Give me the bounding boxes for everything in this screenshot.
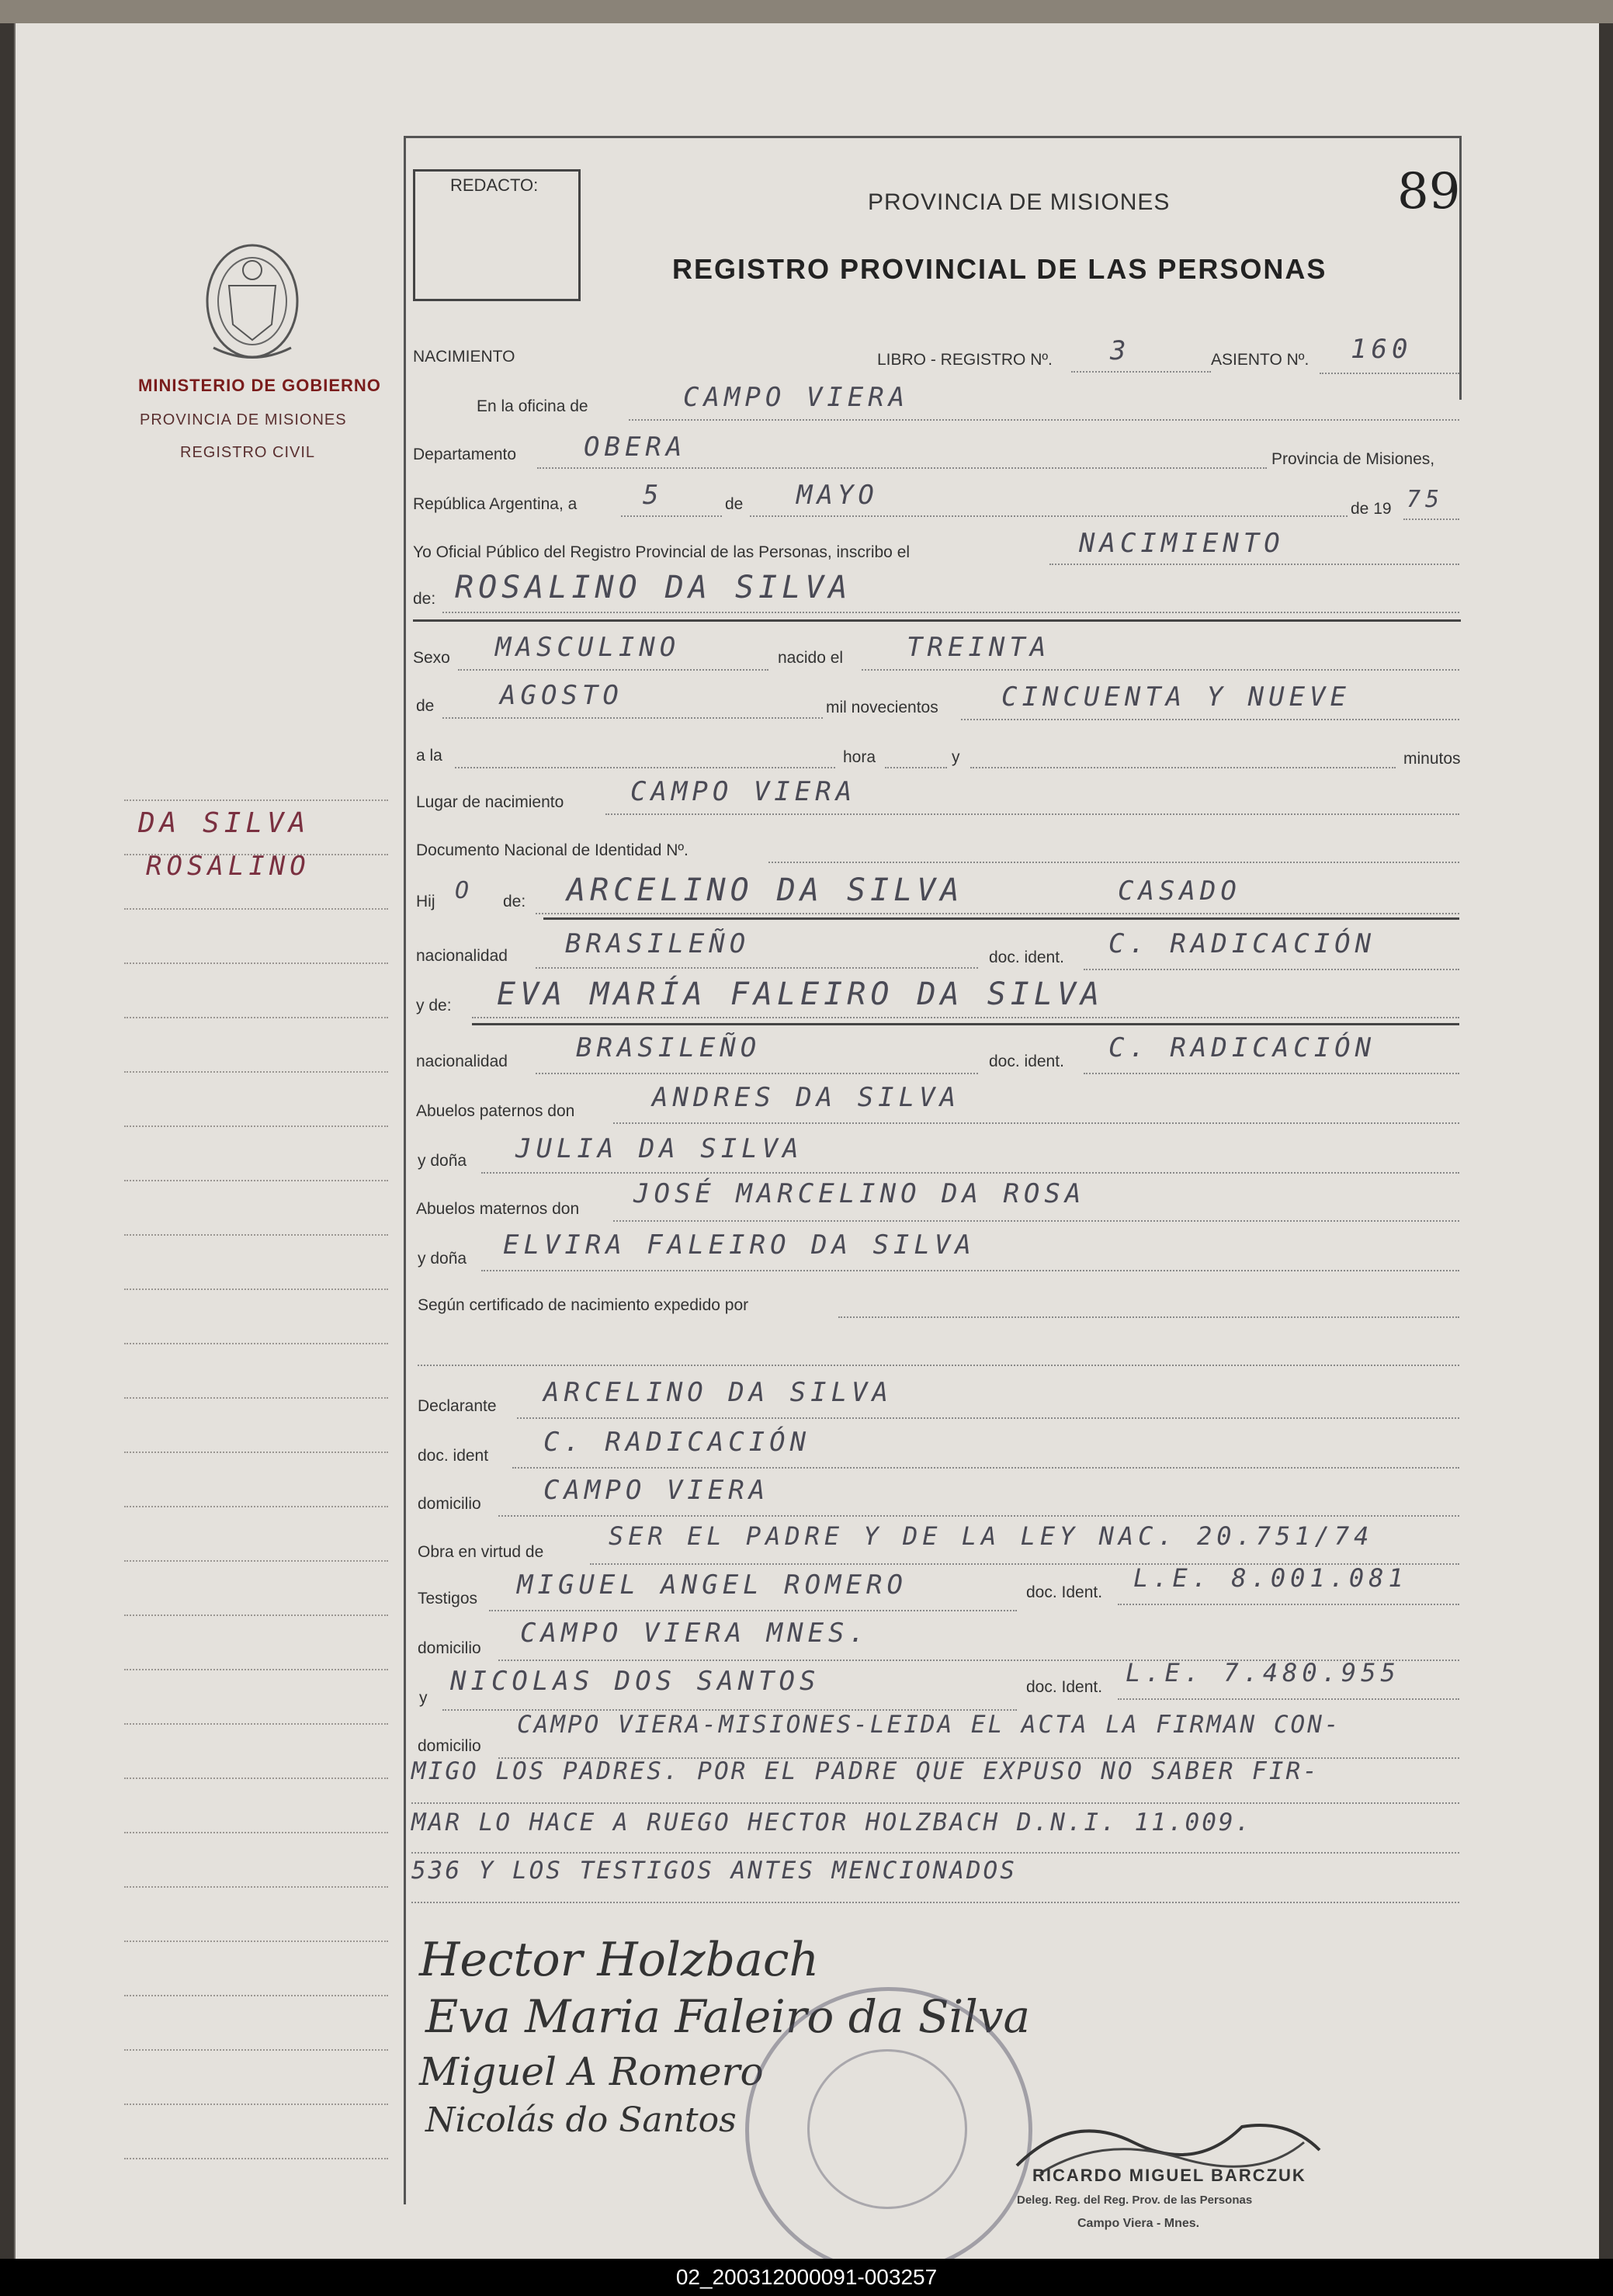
official-line3: Campo Viera - Mnes. xyxy=(1077,2217,1200,2230)
registro-title: REGISTRO PROVINCIAL DE LAS PERSONAS xyxy=(672,253,1327,285)
testigo1-doc-value: L.E. 8.001.081 xyxy=(1133,1563,1408,1593)
nacido-label: nacido el xyxy=(778,649,844,667)
republica-label: República Argentina, a xyxy=(413,495,578,513)
abuelo-mat-value: JOSÉ MARCELINO DA ROSA xyxy=(633,1178,1086,1209)
form-frame-left xyxy=(404,136,406,2204)
signature-romero: Miguel A Romero xyxy=(419,2049,764,2094)
dia-nac-value: TREINTA xyxy=(907,632,1051,663)
nacimiento-label: NACIMIENTO xyxy=(413,348,515,366)
testigos-label: Testigos xyxy=(418,1590,478,1608)
nota-line2: MIGO LOS PADRES. POR EL PADRE QUE EXPUSO NO SABER FIR- xyxy=(411,1757,1320,1785)
nacionalidad-madre-label: nacionalidad xyxy=(416,1053,508,1070)
decl-doc-value: C. RADICACIÓN xyxy=(543,1427,811,1458)
anio-value: 75 xyxy=(1407,486,1445,513)
abuela-pat-value: JULIA DA SILVA xyxy=(515,1133,803,1164)
oficina-value: CAMPO VIERA xyxy=(683,382,910,413)
de-nombre-label: de: xyxy=(413,590,436,608)
official-line2: Deleg. Reg. del Reg. Prov. de las Personas xyxy=(1017,2194,1253,2207)
libro-label: LIBRO - REGISTRO Nº. xyxy=(877,351,1053,369)
doc-padre-value: C. RADICACIÓN xyxy=(1108,928,1376,959)
decl-dom-label: domicilio xyxy=(418,1495,481,1513)
testigo2-dom-value: CAMPO VIERA-MISIONES-LEIDA EL ACTA LA FIRMAN CON- xyxy=(517,1711,1341,1739)
sexo-value: MASCULINO xyxy=(495,632,681,663)
abuelos-pat-label: Abuelos paternos don xyxy=(416,1102,575,1120)
de2-label: de xyxy=(416,697,435,715)
signature-madre: Eva Maria Faleiro da Silva xyxy=(425,1990,1031,2043)
ydona-pat-label: y doña xyxy=(418,1152,467,1170)
abuelos-mat-label: Abuelos maternos don xyxy=(416,1200,580,1218)
hijo-label: Hij xyxy=(416,893,435,910)
docident-padre-label: doc. ident. xyxy=(989,949,1064,966)
obra-label: Obra en virtud de xyxy=(418,1543,544,1561)
decl-doc-label: doc. ident xyxy=(418,1447,489,1465)
testigo2-dom-label: domicilio xyxy=(418,1737,481,1755)
footer-filename: 02_200312000091-003257 xyxy=(675,2265,938,2289)
anio-nac-value: CINCUENTA Y NUEVE xyxy=(1001,682,1351,713)
mes-value: MAYO xyxy=(796,480,879,511)
sidebar-provincia: PROVINCIA DE MISIONES xyxy=(140,411,347,428)
segun-label: Según certificado de nacimiento expedido por xyxy=(418,1296,749,1314)
ydona-mat-label: y doña xyxy=(418,1250,467,1268)
yde-label: y de: xyxy=(416,997,452,1014)
abuela-mat-value: ELVIRA FALEIRO DA SILVA xyxy=(503,1230,976,1261)
testigo1-value: MIGUEL ANGEL ROMERO xyxy=(517,1569,907,1601)
departamento-label: Departamento xyxy=(413,446,517,463)
de-label: de xyxy=(725,495,744,513)
doc-madre-value: C. RADICACIÓN xyxy=(1108,1032,1376,1063)
margin-note-surname: DA SILVA xyxy=(138,807,310,839)
minutos-label: minutos xyxy=(1403,750,1461,768)
madre-value: EVA MARÍA FALEIRO DA SILVA xyxy=(497,976,1105,1012)
registro-civil-label: REGISTRO CIVIL xyxy=(180,444,316,461)
signature-holzbach: Hector Holzbach xyxy=(419,1933,820,1987)
ministerio-label: MINISTERIO DE GOBIERNO xyxy=(138,376,381,395)
mil-label: mil novecientos xyxy=(826,699,938,716)
testigo1-doc-label: doc. Ident. xyxy=(1026,1583,1103,1601)
nac-padre-value: BRASILEÑO xyxy=(565,928,751,959)
nac-madre-value: BRASILEÑO xyxy=(576,1032,761,1063)
nota-line3: MAR LO HACE A RUEGO HECTOR HOLZBACH D.N.I. 11.009. xyxy=(411,1809,1253,1836)
de19-label: de 19 xyxy=(1351,500,1392,518)
nota-line4: 536 Y LOS TESTIGOS ANTES MENCIONADOS xyxy=(411,1857,1017,1885)
oficial-label: Yo Oficial Público del Registro Provincial de las Personas, inscribo el xyxy=(413,543,911,561)
nacionalidad-padre-label: nacionalidad xyxy=(416,947,508,965)
oficina-label: En la oficina de xyxy=(477,397,588,415)
signature-santos: Nicolás do Santos xyxy=(425,2100,737,2140)
ala-label: a la xyxy=(416,747,442,765)
abuelo-pat-value: ANDRES DA SILVA xyxy=(652,1082,961,1113)
folio-number: 89 xyxy=(1397,163,1461,220)
docident-madre-label: doc. ident. xyxy=(989,1053,1064,1070)
decl-dom-value: CAMPO VIERA xyxy=(543,1475,770,1506)
asiento-value: 160 xyxy=(1351,334,1413,365)
testigo2-value: NICOLAS DOS SANTOS xyxy=(450,1666,820,1697)
declarante-value: ARCELINO DA SILVA xyxy=(543,1377,893,1408)
obra-value: SER EL PADRE Y DE LA LEY NAC. 20.751/74 xyxy=(609,1521,1374,1551)
provincia-misiones-label: Provincia de Misiones, xyxy=(1271,450,1435,468)
y-label: y xyxy=(952,748,960,766)
sexo-label: Sexo xyxy=(413,649,450,667)
coat-of-arms-icon xyxy=(198,231,307,363)
testigo2-prefix: y xyxy=(419,1689,428,1707)
hijo-suffix: O xyxy=(455,877,474,904)
declarante-label: Declarante xyxy=(418,1397,497,1415)
lugar-label: Lugar de nacimiento xyxy=(416,793,564,811)
padre-value: ARCELINO DA SILVA xyxy=(567,872,964,908)
testigo2-doc-value: L.E. 7.480.955 xyxy=(1126,1658,1400,1687)
departamento-value: OBERA xyxy=(584,432,687,463)
official-seal-inner xyxy=(807,2049,967,2209)
redacto-label: REDACTO: xyxy=(450,175,539,195)
hora-label: hora xyxy=(843,748,876,766)
dia-value: 5 xyxy=(643,480,664,511)
official-name: RICARDO MIGUEL BARCZUK xyxy=(1032,2166,1306,2185)
dni-label: Documento Nacional de Identidad Nº. xyxy=(416,841,689,859)
nombre-value: ROSALINO DA SILVA xyxy=(455,570,852,605)
acto-value: NACIMIENTO xyxy=(1079,528,1285,559)
testigo1-dom-label: domicilio xyxy=(418,1639,481,1657)
testigo1-dom-value: CAMPO VIERA MNES. xyxy=(520,1618,869,1649)
mes-nac-value: AGOSTO xyxy=(500,680,623,711)
estado-value: CASADO xyxy=(1118,876,1241,907)
form-frame-top xyxy=(404,136,1459,138)
asiento-label: ASIENTO Nº. xyxy=(1211,351,1309,369)
libro-value: 3 xyxy=(1110,335,1131,366)
hijo-de-label: de: xyxy=(503,893,526,910)
margin-note-name: ROSALINO xyxy=(146,851,310,882)
top-strip xyxy=(0,0,1613,23)
testigo2-doc-label: doc. Ident. xyxy=(1026,1678,1103,1696)
provincia-title: PROVINCIA DE MISIONES xyxy=(868,189,1171,215)
lugar-value: CAMPO VIERA xyxy=(630,776,857,807)
